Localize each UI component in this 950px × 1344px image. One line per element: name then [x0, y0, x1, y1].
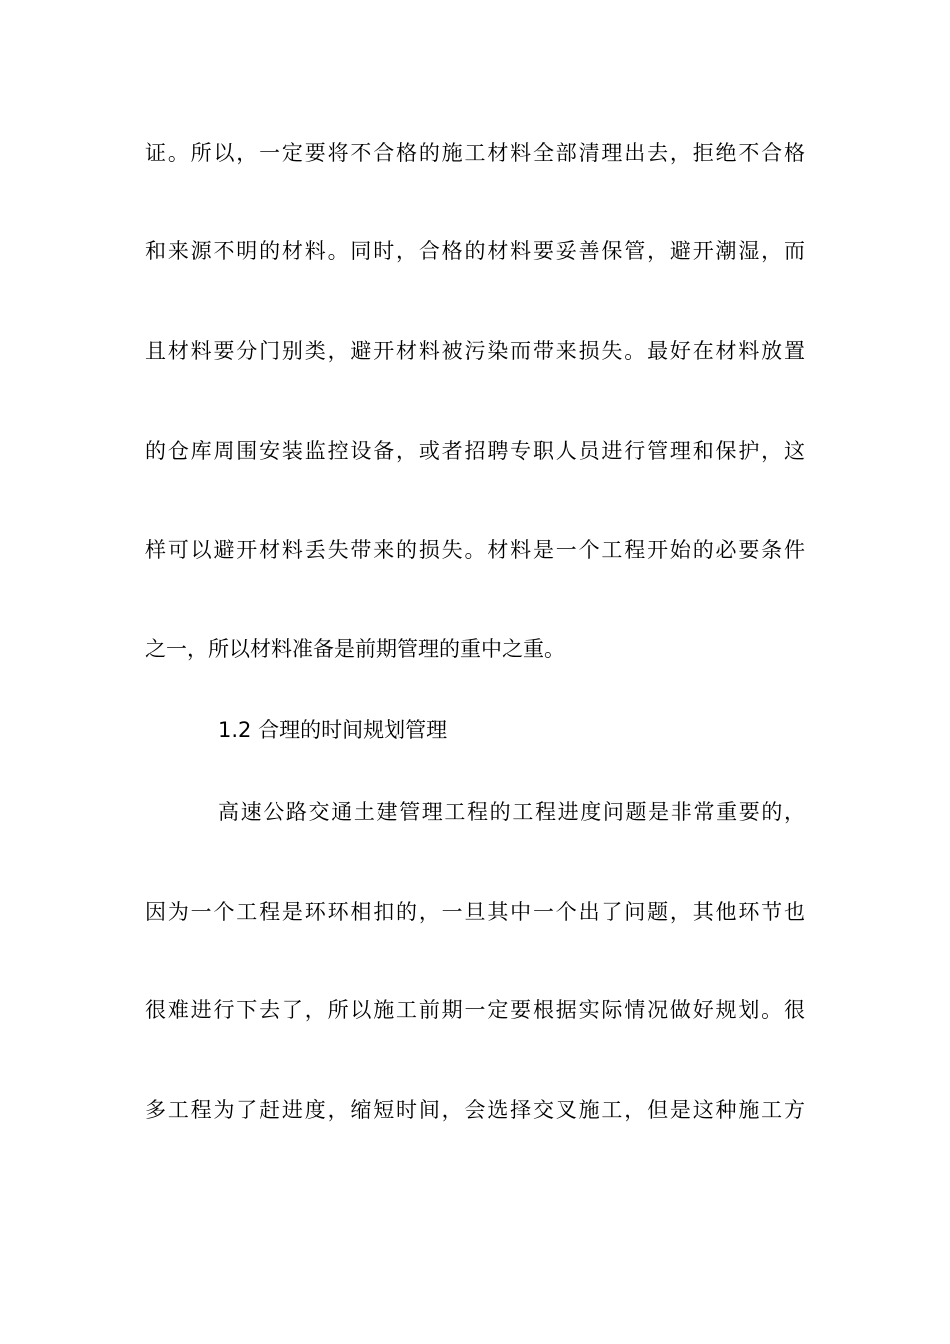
paragraph-line: 之一，所以材料准备是前期管理的重中之重。 — [145, 637, 565, 661]
section-heading: 1.2 合理的时间规划管理 — [218, 718, 448, 742]
paragraph-line: 多工程为了赶进度，缩短时间，会选择交叉施工，但是这种施工方 — [145, 1098, 805, 1122]
paragraph-line: 很难进行下去了，所以施工前期一定要根据实际情况做好规划。很 — [145, 998, 805, 1022]
paragraph-line: 的仓库周围安装监控设备，或者招聘专职人员进行管理和保护，这 — [145, 439, 805, 463]
paragraph-line: 证。所以，一定要将不合格的施工材料全部清理出去，拒绝不合格 — [145, 141, 805, 165]
paragraph-line: 高速公路交通土建管理工程的工程进度问题是非常重要的， — [218, 800, 805, 824]
paragraph-line: 和来源不明的材料。同时，合格的材料要妥善保管，避开潮湿，而 — [145, 239, 805, 263]
paragraph-line: 样可以避开材料丢失带来的损失。材料是一个工程开始的必要条件 — [145, 538, 805, 562]
paragraph-line: 且材料要分门别类，避开材料被污染而带来损失。最好在材料放置 — [145, 339, 805, 363]
paragraph-line: 因为一个工程是环环相扣的，一旦其中一个出了问题，其他环节也 — [145, 900, 805, 924]
